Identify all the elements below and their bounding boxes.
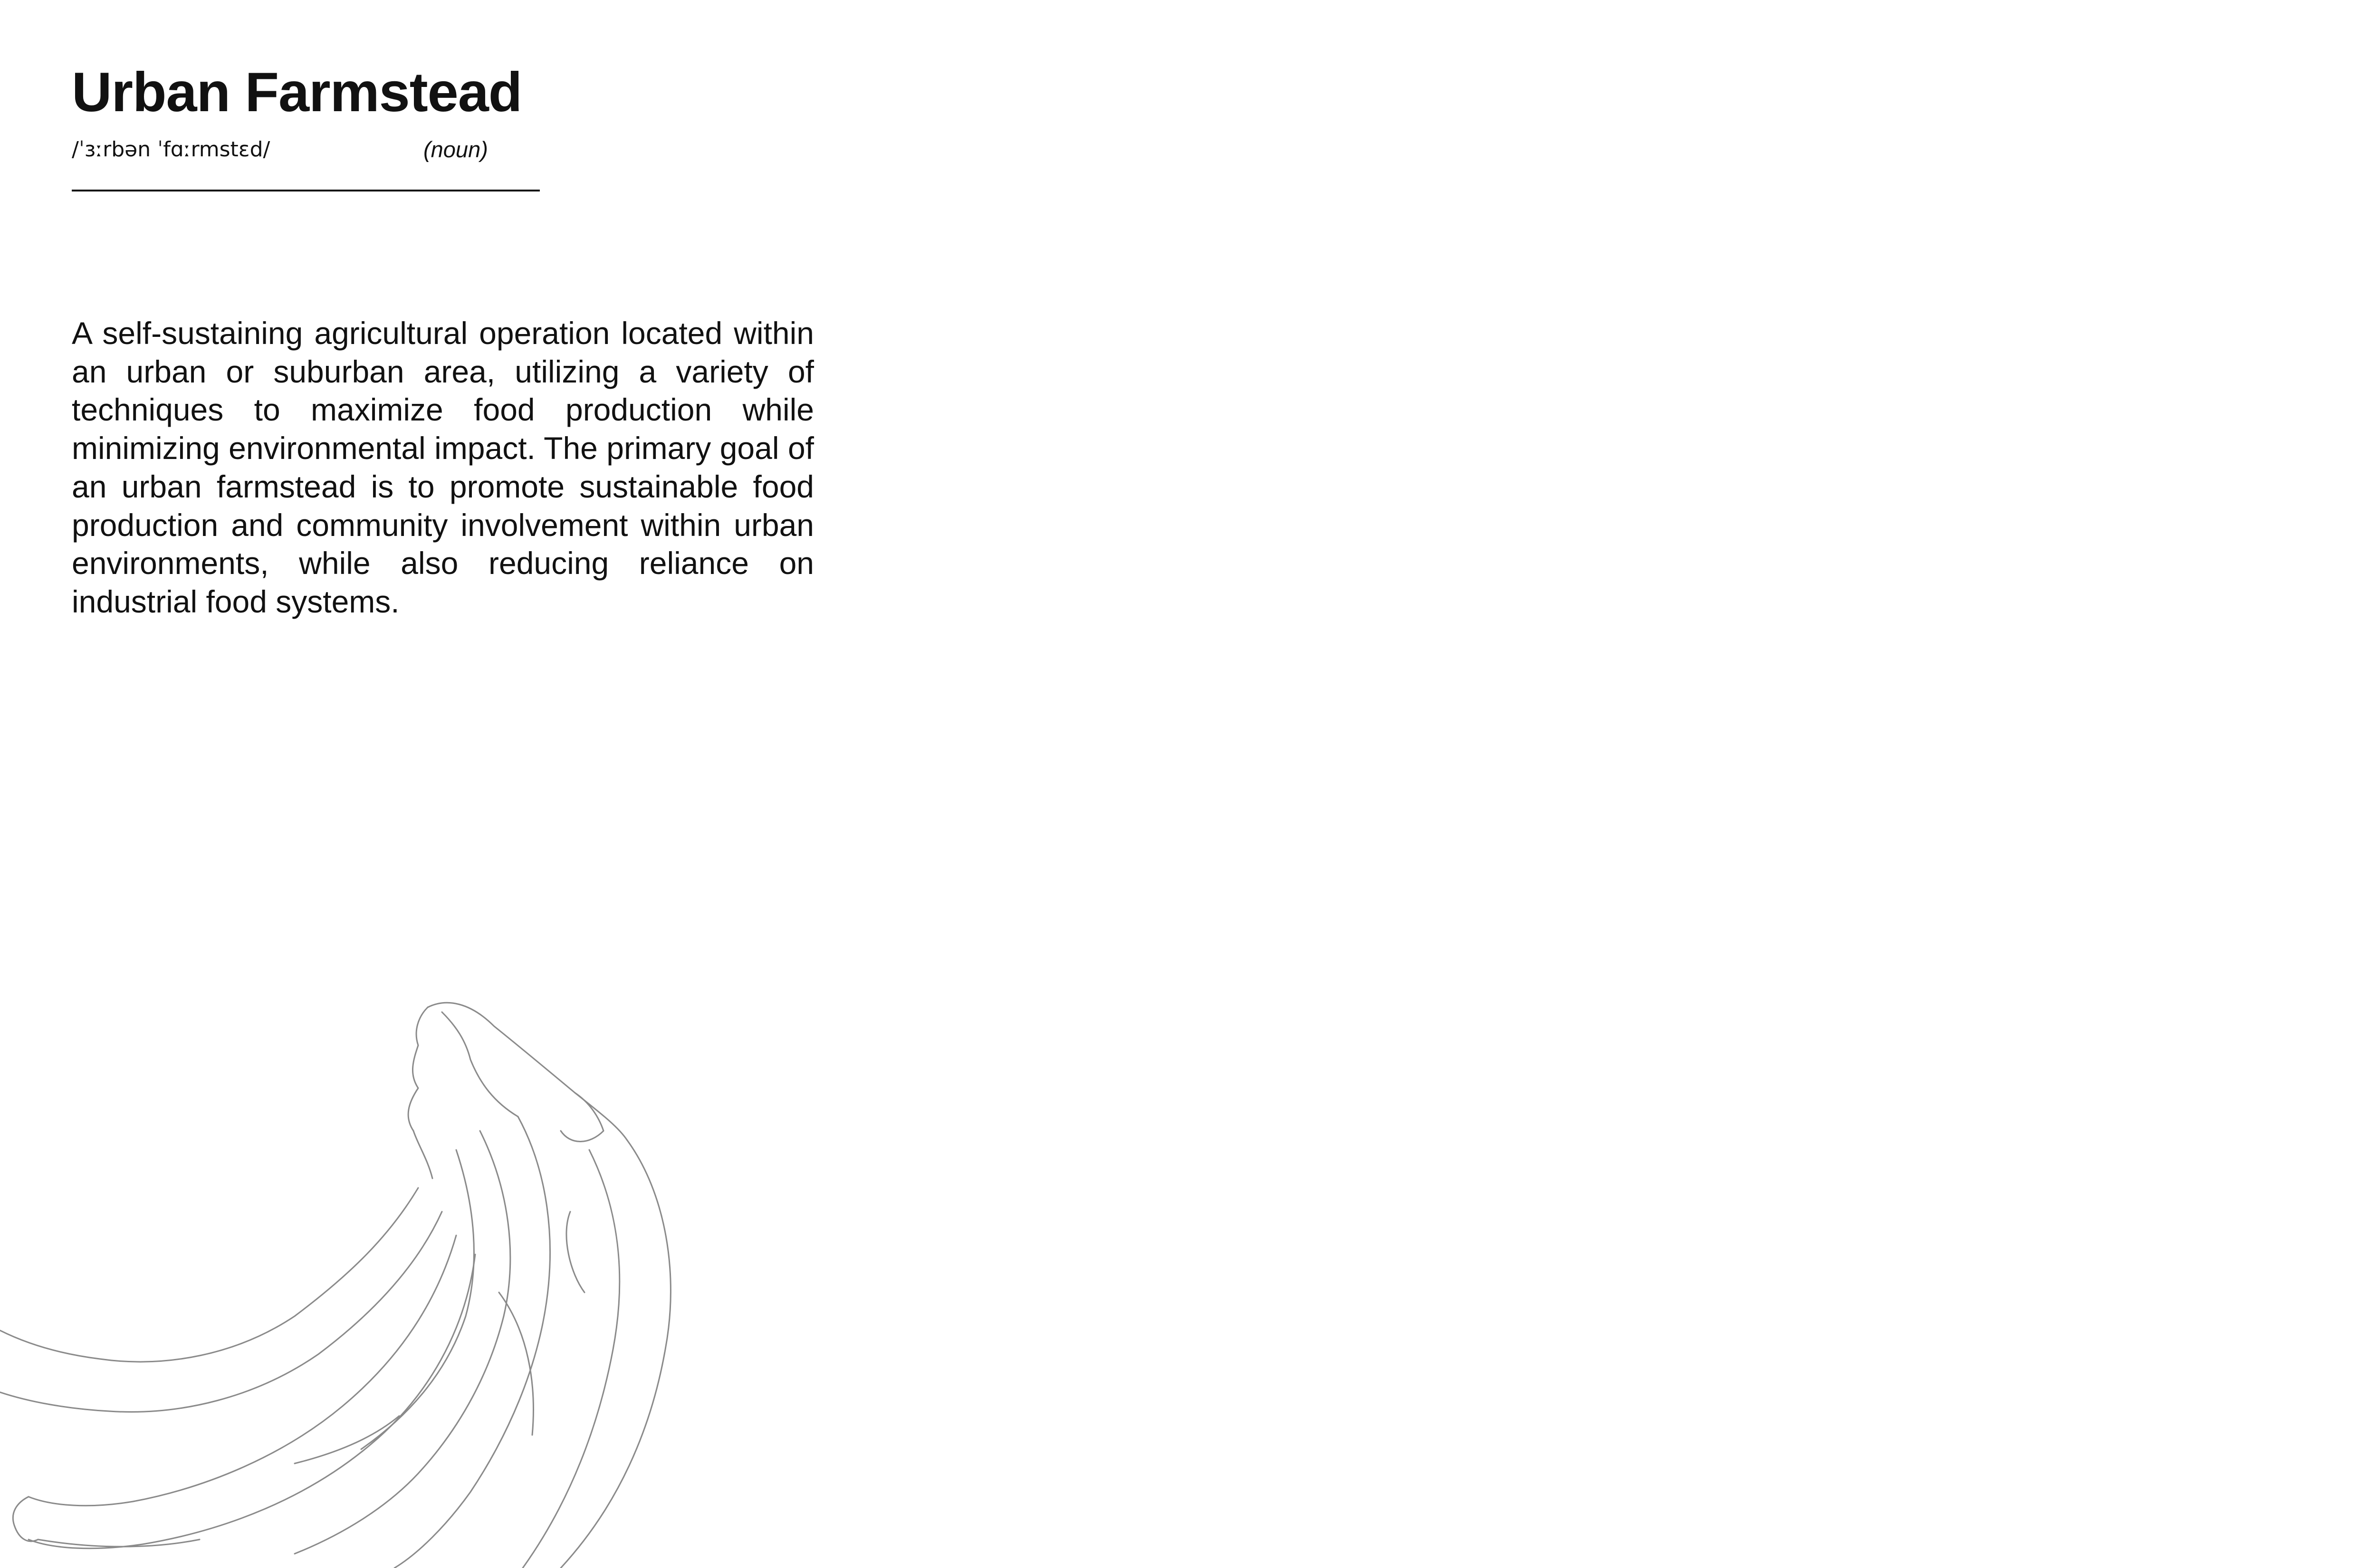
definition-title: Urban Farmstead (72, 61, 522, 123)
definition-meta (72, 136, 540, 163)
banana-bunch-sketch (0, 988, 680, 1568)
definition-body: A self-sustaining agricultural operation located within an urban or suburban area, utilizing a variety of techniques to maximize food production while minimizing environmental impact. The primary goal of an urban farmstead is to promote sustainable food production and community involvement within urban environments, while also reducing reliance on industrial food systems. (72, 316, 814, 619)
title-underline (72, 190, 540, 191)
right-page (1212, 0, 2376, 1568)
pronunciation: /ˈɜːrbən ˈfɑːrmstɛd/ (72, 137, 270, 162)
part-of-speech: (noun) (423, 137, 488, 162)
